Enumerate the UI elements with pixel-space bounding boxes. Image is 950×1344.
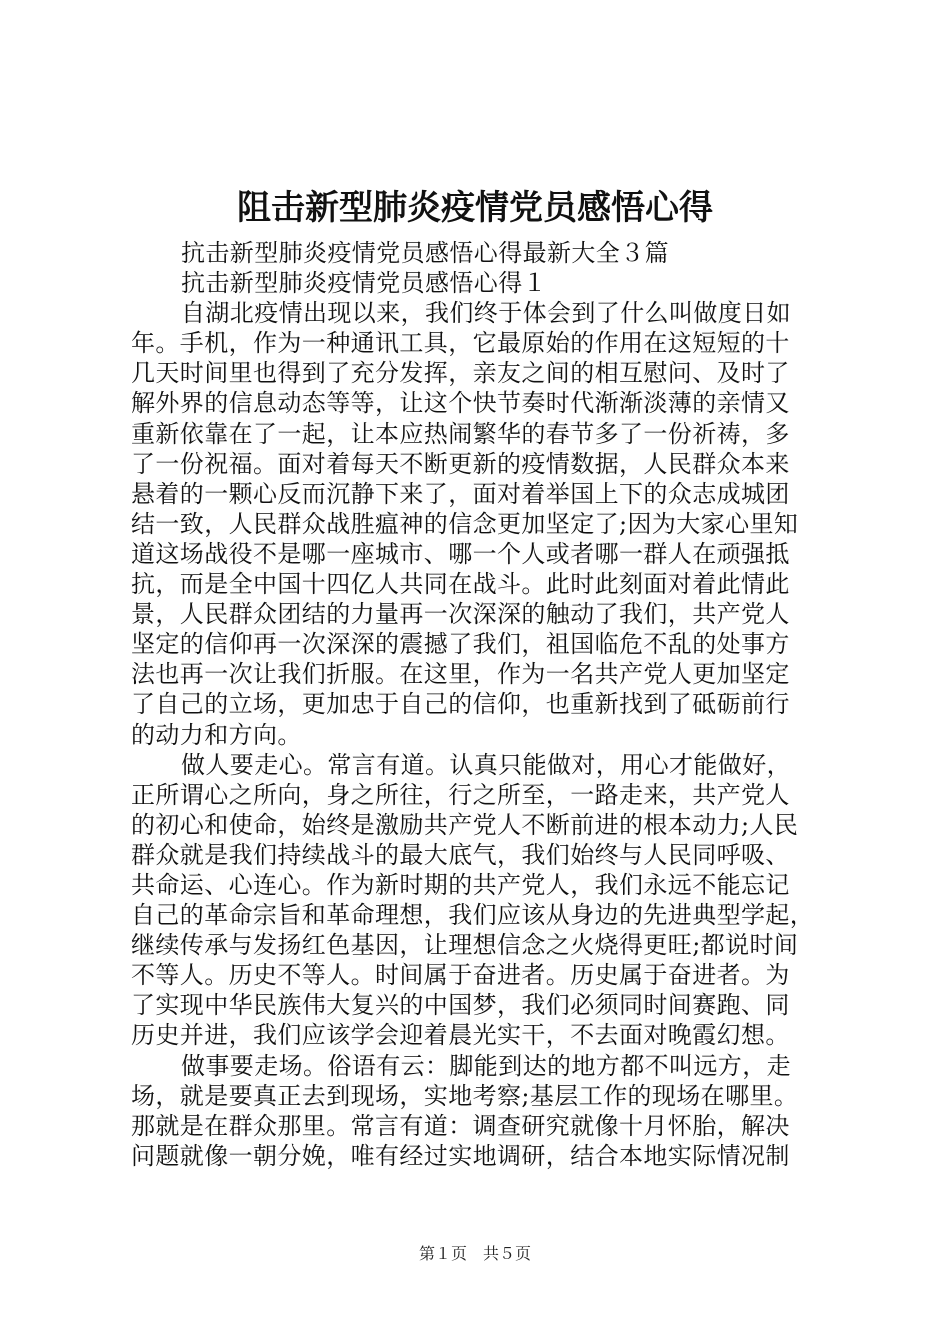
body-line: 了一份祝福。面对着每天不断更新的疫情数据，人民群众本来 (131, 449, 790, 478)
body-line: 抗，而是全中国十四亿人共同在战斗。此时此刻面对着此情此 (131, 570, 790, 599)
body-line: 悬着的一颗心反而沉静下来了，面对着举国上下的众志成城团 (131, 479, 790, 508)
body-line: 问题就像一朝分娩，唯有经过实地调研，结合本地实际情况制 (131, 1141, 790, 1170)
body-line: 坚定的信仰再一次深深的震撼了我们，祖国临危不乱的处事方 (131, 630, 790, 659)
body-line: 历史并进，我们应该学会迎着晨光实干，不去面对晚霞幻想。 (131, 1021, 790, 1050)
body-line: 法也再一次让我们折服。在这里，作为一名共产党人更加坚定 (131, 660, 790, 689)
body-line: 的动力和方向。 (131, 720, 302, 749)
document-title: 阻击新型肺炎疫情党员感悟心得 (237, 188, 713, 228)
body-line: 几天时间里也得到了充分发挥，亲友之间的相互慰问、及时了 (131, 359, 790, 388)
body-line: 自湖北疫情出现以来，我们终于体会到了什么叫做度日如 (181, 299, 791, 328)
body-line: 重新依靠在了一起，让本应热闹繁华的春节多了一份祈祷，多 (131, 419, 790, 448)
body-line: 解外界的信息动态等等，让这个快节奏时代渐渐淡薄的亲情又 (131, 389, 790, 418)
body-line: 自己的革命宗旨和革命理想，我们应该从身边的先进典型学起， (131, 901, 815, 930)
body-line: 了实现中华民族伟大复兴的中国梦，我们必须同时间赛跑、同 (131, 991, 790, 1020)
body-line: 群众就是我们持续战斗的最大底气，我们始终与人民同呼吸、 (131, 840, 790, 869)
body-line: 年。手机，作为一种通讯工具，它最原始的作用在这短短的十 (131, 329, 790, 358)
body-line: 结一致，人民群众战胜瘟神的信念更加坚定了;因为大家心里知 (131, 509, 799, 538)
body-line: 抗击新型肺炎疫情党员感悟心得最新大全３篇 (181, 239, 669, 267)
body-line: 那就是在群众那里。常言有道：调查研究就像十月怀胎，解决 (131, 1111, 790, 1140)
body-line: 的初心和使命，始终是激励共产党人不断前进的根本动力;人民 (131, 810, 799, 839)
body-line: 共命运、心连心。作为新时期的共产党人，我们永远不能忘记 (131, 870, 790, 899)
body-line: 道这场战役不是哪一座城市、哪一个人或者哪一群人在顽强抵 (131, 539, 790, 568)
page-footer: 第１页 共５页 (418, 1244, 531, 1263)
body-line: 不等人。历史不等人。时间属于奋进者。历史属于奋进者。为 (131, 961, 790, 990)
body-line: 做人要走心。常言有道。认真只能做对，用心才能做好， (181, 750, 791, 779)
body-line: 了自己的立场，更加忠于自己的信仰，也重新找到了砥砺前行 (131, 690, 790, 719)
body-line: 抗击新型肺炎疫情党员感悟心得１ (181, 269, 547, 298)
body-line: 继续传承与发扬红色基因，让理想信念之火烧得更旺;都说时间 (131, 931, 799, 960)
body-line: 正所谓心之所向，身之所往，行之所至，一路走来，共产党人 (131, 780, 790, 809)
body-line: 景，人民群众团结的力量再一次深深的触动了我们，共产党人 (131, 600, 790, 629)
body-line: 场，就是要真正去到现场，实地考察;基层工作的现场在哪里。 (131, 1081, 799, 1110)
document-body (131, 238, 831, 1171)
body-line: 做事要走场。俗语有云：脚能到达的地方都不叫远方，走 (181, 1051, 791, 1080)
